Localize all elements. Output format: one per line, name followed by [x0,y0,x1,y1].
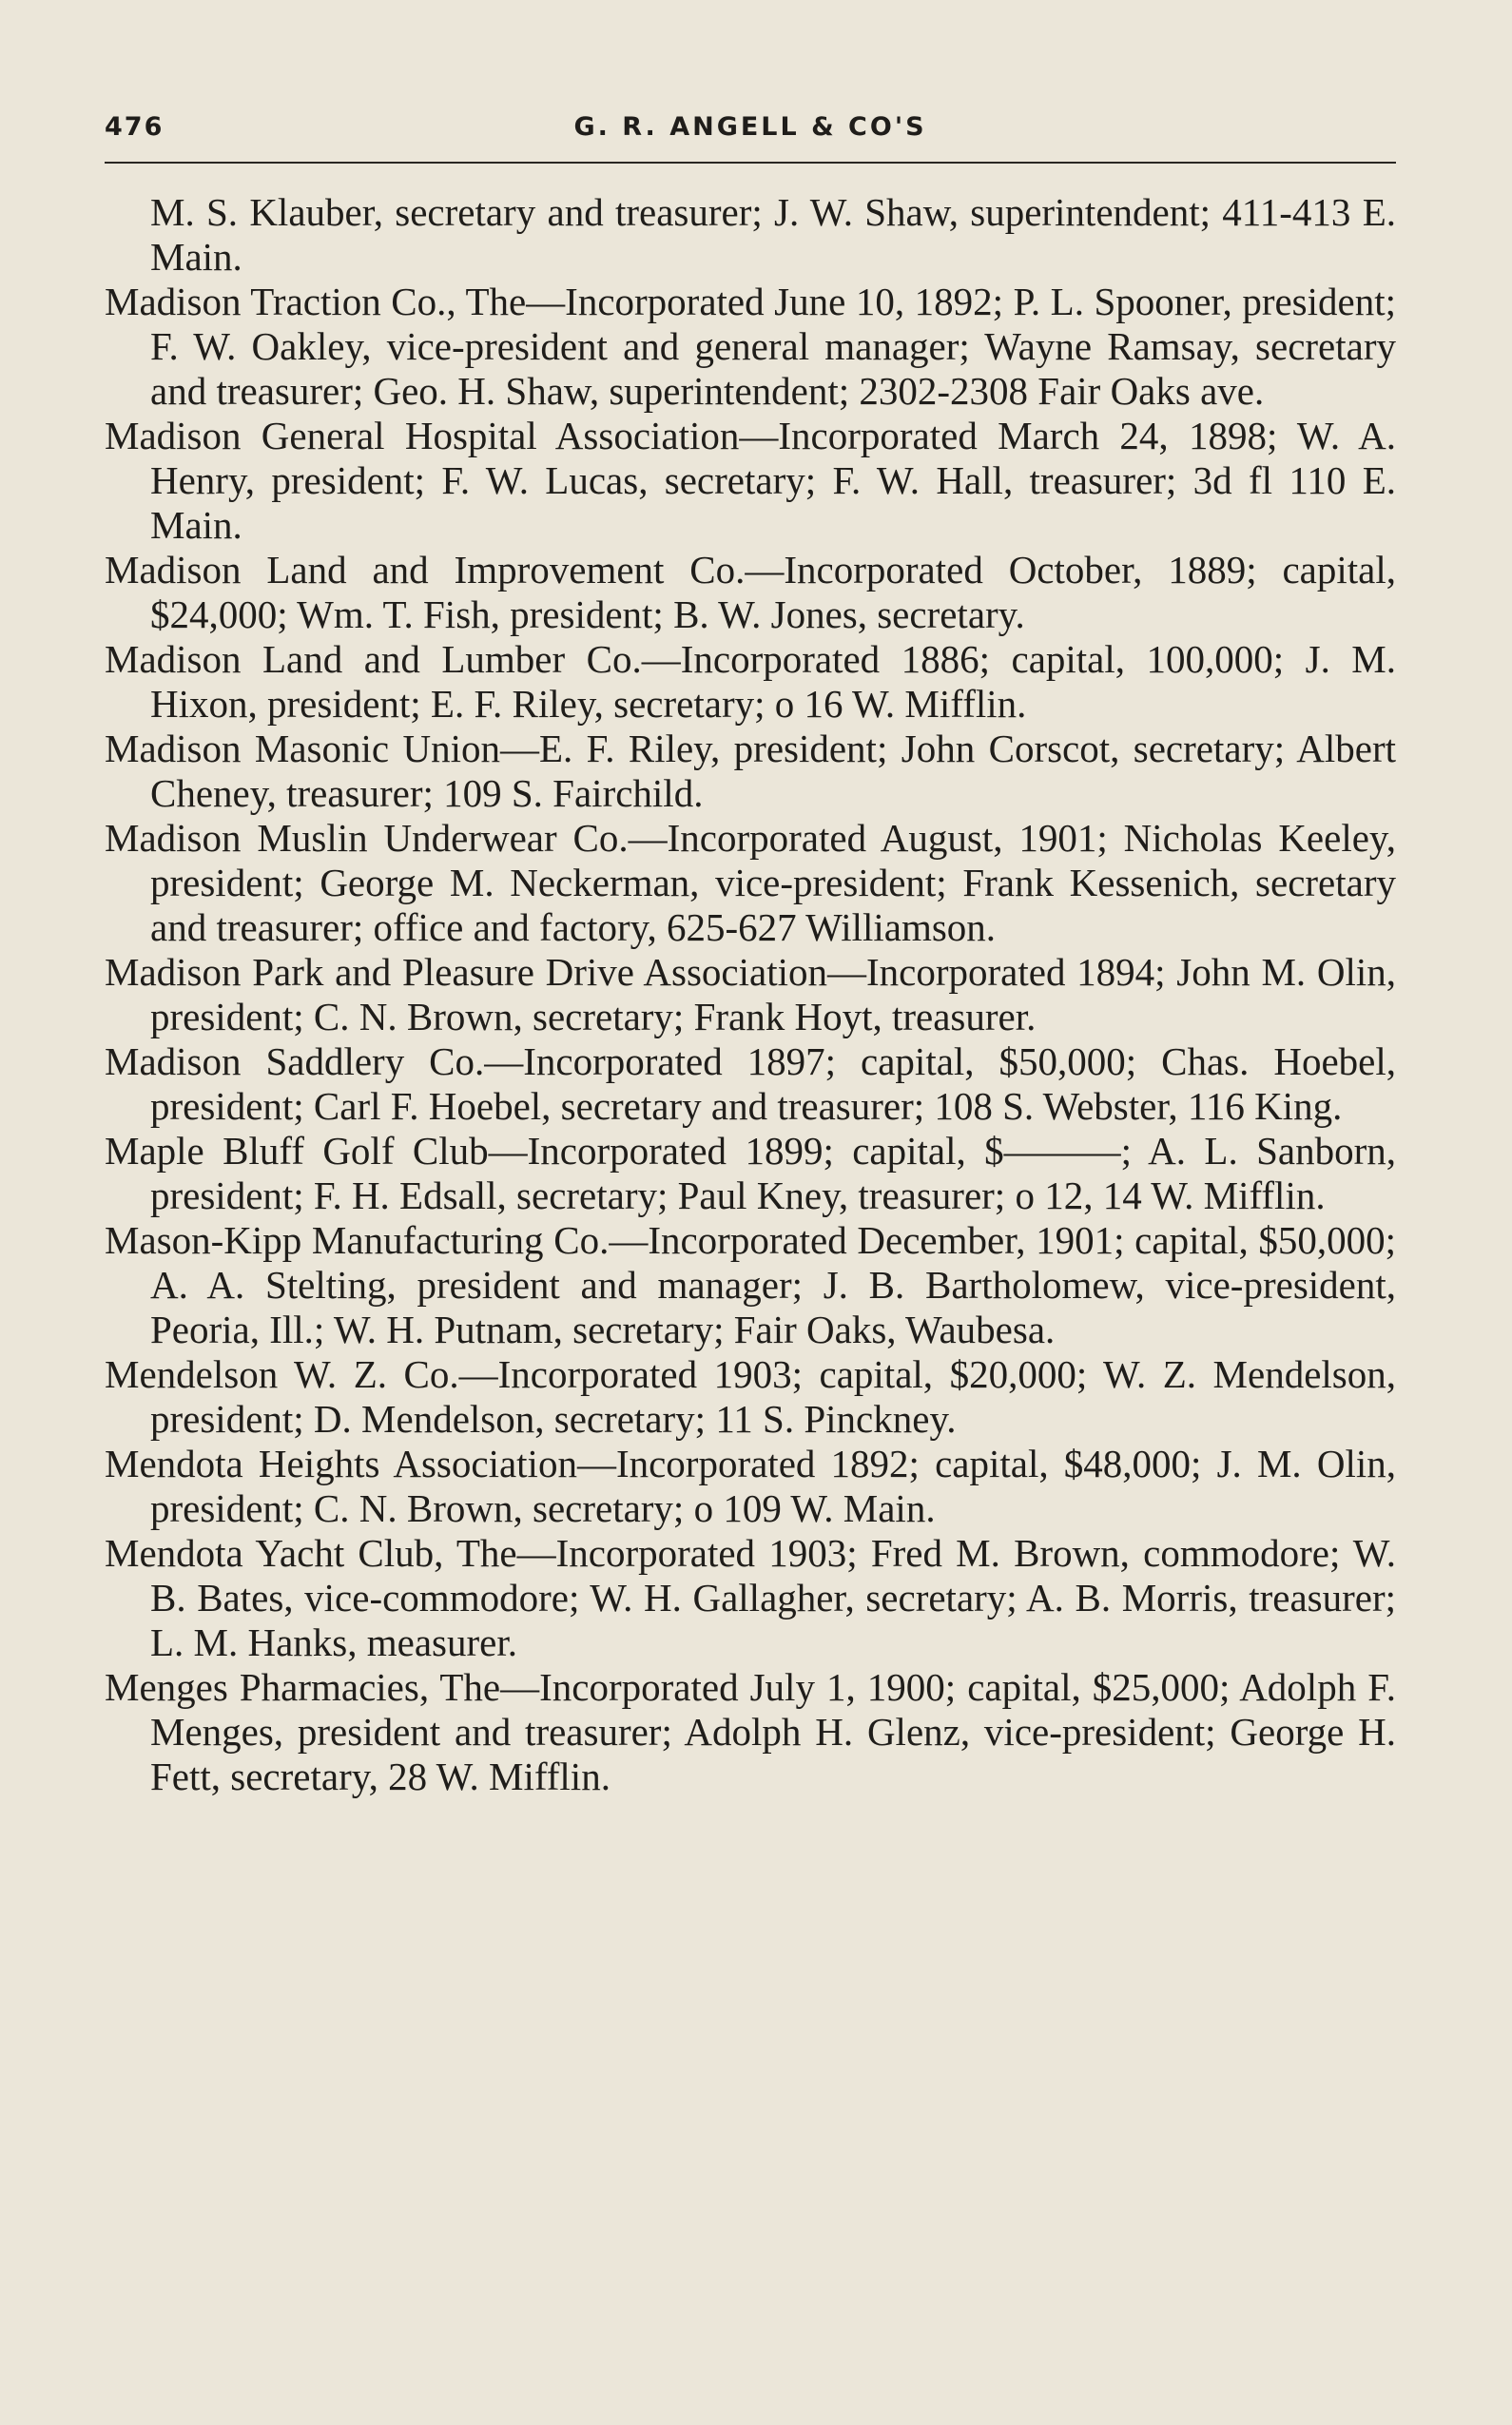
directory-entry: Madison Park and Pleasure Drive Association—Incorporated 1894; John M. Olin, president; C. N. Brown, secretary; Frank Hoyt, treasurer. [105,950,1396,1038]
directory-entry: Mason-Kipp Manufacturing Co.—Incorporated December, 1901; capital, $50,000; A. A. Stelting, president and manager; J. B. Bartholomew, vice-president, Peoria, Ill.; W. H. Putnam, secretary; Fair Oaks, Waubesa. [105,1218,1396,1351]
directory-entry: Madison Land and Improvement Co.—Incorporated October, 1889; capital, $24,000; Wm. T. Fish, president; B. W. Jones, secretary. [105,548,1396,636]
directory-entry: Mendelson W. Z. Co.—Incorporated 1903; capital, $20,000; W. Z. Mendelson, president; D. Mendelson, secretary; 11 S. Pinckney. [105,1352,1396,1441]
page-number: 476 [105,112,165,142]
directory-entry: Menges Pharmacies, The—Incorporated July 1, 1900; capital, $25,000; Adolph F. Menges, president and treasurer; Adolph H. Glenz, vice-president; George H. Fett, secretary, 28 W. Mifflin. [105,1665,1396,1798]
directory-entry: Madison Saddlery Co.—Incorporated 1897; capital, $50,000; Chas. Hoebel, president; Carl F. Hoebel, secretary and treasurer; 108 S. Webster, 116 King. [105,1039,1396,1128]
directory-entry: Madison Traction Co., The—Incorporated June 10, 1892; P. L. Spooner, president; F. W. Oakley, vice-president and general manager; Wayne Ramsay, secretary and treasurer; Geo. H. Shaw, superintendent; 2302-2308 Fair Oaks ave. [105,280,1396,413]
directory-entry: Maple Bluff Golf Club—Incorporated 1899; capital, $———; A. L. Sanborn, president; F. H. Edsall, secretary; Paul Kney, treasurer; o 12, 14 W. Mifflin. [105,1129,1396,1217]
directory-entry: Mendota Yacht Club, The—Incorporated 1903; Fred M. Brown, commodore; W. B. Bates, vice-commodore; W. H. Gallagher, secretary; A. B. Morris, treasurer; L. M. Hanks, measurer. [105,1531,1396,1664]
running-head [105,112,1396,150]
directory-entry: M. S. Klauber, secretary and treasurer; J. W. Shaw, superintendent; 411-413 E. Main. [150,190,1396,279]
directory-entries [105,190,1396,1799]
directory-entry: Madison Land and Lumber Co.—Incorporated 1886; capital, 100,000; J. M. Hixon, president; E. F. Riley, secretary; o 16 W. Mifflin. [105,637,1396,726]
directory-entry: Mendota Heights Association—Incorporated 1892; capital, $48,000; J. M. Olin, president; C. N. Brown, secretary; o 109 W. Main. [105,1442,1396,1530]
header-rule [105,162,1396,164]
directory-entry: Madison Masonic Union—E. F. Riley, president; John Corscot, secretary; Albert Cheney, treasurer; 109 S. Fairchild. [105,727,1396,815]
running-title: G. R. ANGELL & CO'S [573,112,927,142]
directory-entry: Madison Muslin Underwear Co.—Incorporated August, 1901; Nicholas Keeley, president; George M. Neckerman, vice-president; Frank Kessenich, secretary and treasurer; office and factory, 625-627 Williamson. [105,816,1396,949]
directory-entry: Madison General Hospital Association—Incorporated March 24, 1898; W. A. Henry, president; F. W. Lucas, secretary; F. W. Hall, treasurer; 3d fl 110 E. Main. [105,414,1396,547]
